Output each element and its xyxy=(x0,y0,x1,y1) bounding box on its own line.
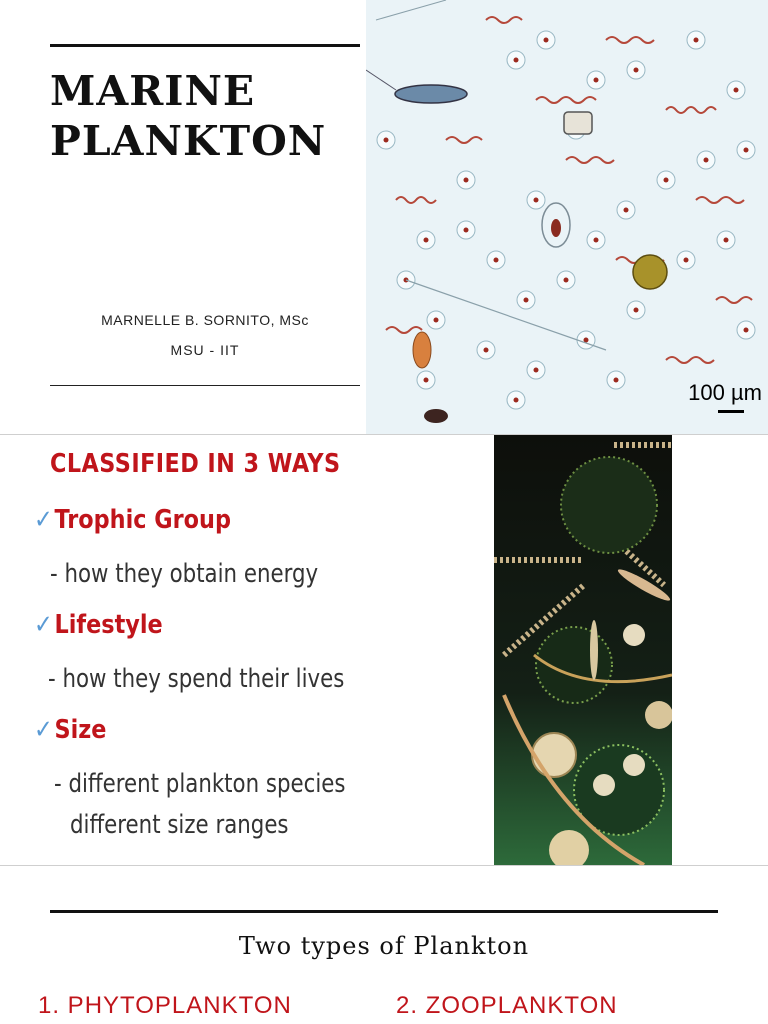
affiliation: MSU - IIT xyxy=(170,342,240,358)
checkmark-icon: ✓ xyxy=(34,505,53,535)
types-title: Two types of Plankton xyxy=(238,932,530,960)
diatom-micrograph-art xyxy=(494,435,672,865)
item-trophic-group xyxy=(34,505,231,535)
scale-bar-label: 100 µm xyxy=(688,380,762,405)
type-phytoplankton: 1. PHYTOPLANKTON xyxy=(38,992,292,1019)
plankton-micrograph xyxy=(366,0,768,434)
item-lifestyle xyxy=(34,610,163,640)
checkmark-icon: ✓ xyxy=(34,610,53,640)
item-label: Trophic Group xyxy=(54,505,231,535)
type-zooplankton: 2. ZOOPLANKTON xyxy=(396,992,618,1019)
slide-plankton-types xyxy=(0,866,768,1024)
scale-bar xyxy=(718,410,744,413)
title-top-rule xyxy=(50,44,360,47)
classification-heading: CLASSIFIED IN 3 WAYS xyxy=(50,449,341,479)
slide-classification xyxy=(0,435,768,865)
types-top-rule xyxy=(50,910,718,913)
diatom-micrograph xyxy=(494,435,672,865)
item-description: - how they obtain energy xyxy=(50,559,319,589)
title-line-2: PLANKTON xyxy=(50,117,327,165)
checkmark-icon: ✓ xyxy=(34,715,53,745)
slide-title xyxy=(0,0,768,434)
item-description-continued: different size ranges xyxy=(70,810,289,840)
plankton-micrograph-art xyxy=(366,0,768,434)
title-line-1: MARINE xyxy=(50,67,256,115)
author-name: MARNELLE B. SORNITO, MSc xyxy=(101,312,309,328)
item-description: - how they spend their lives xyxy=(48,664,345,694)
item-size xyxy=(34,715,106,745)
item-description: - different plankton species xyxy=(54,769,346,799)
title-bottom-rule xyxy=(50,385,360,386)
item-label: Size xyxy=(54,715,107,745)
item-label: Lifestyle xyxy=(54,610,163,640)
slide-title-heading xyxy=(50,66,360,166)
